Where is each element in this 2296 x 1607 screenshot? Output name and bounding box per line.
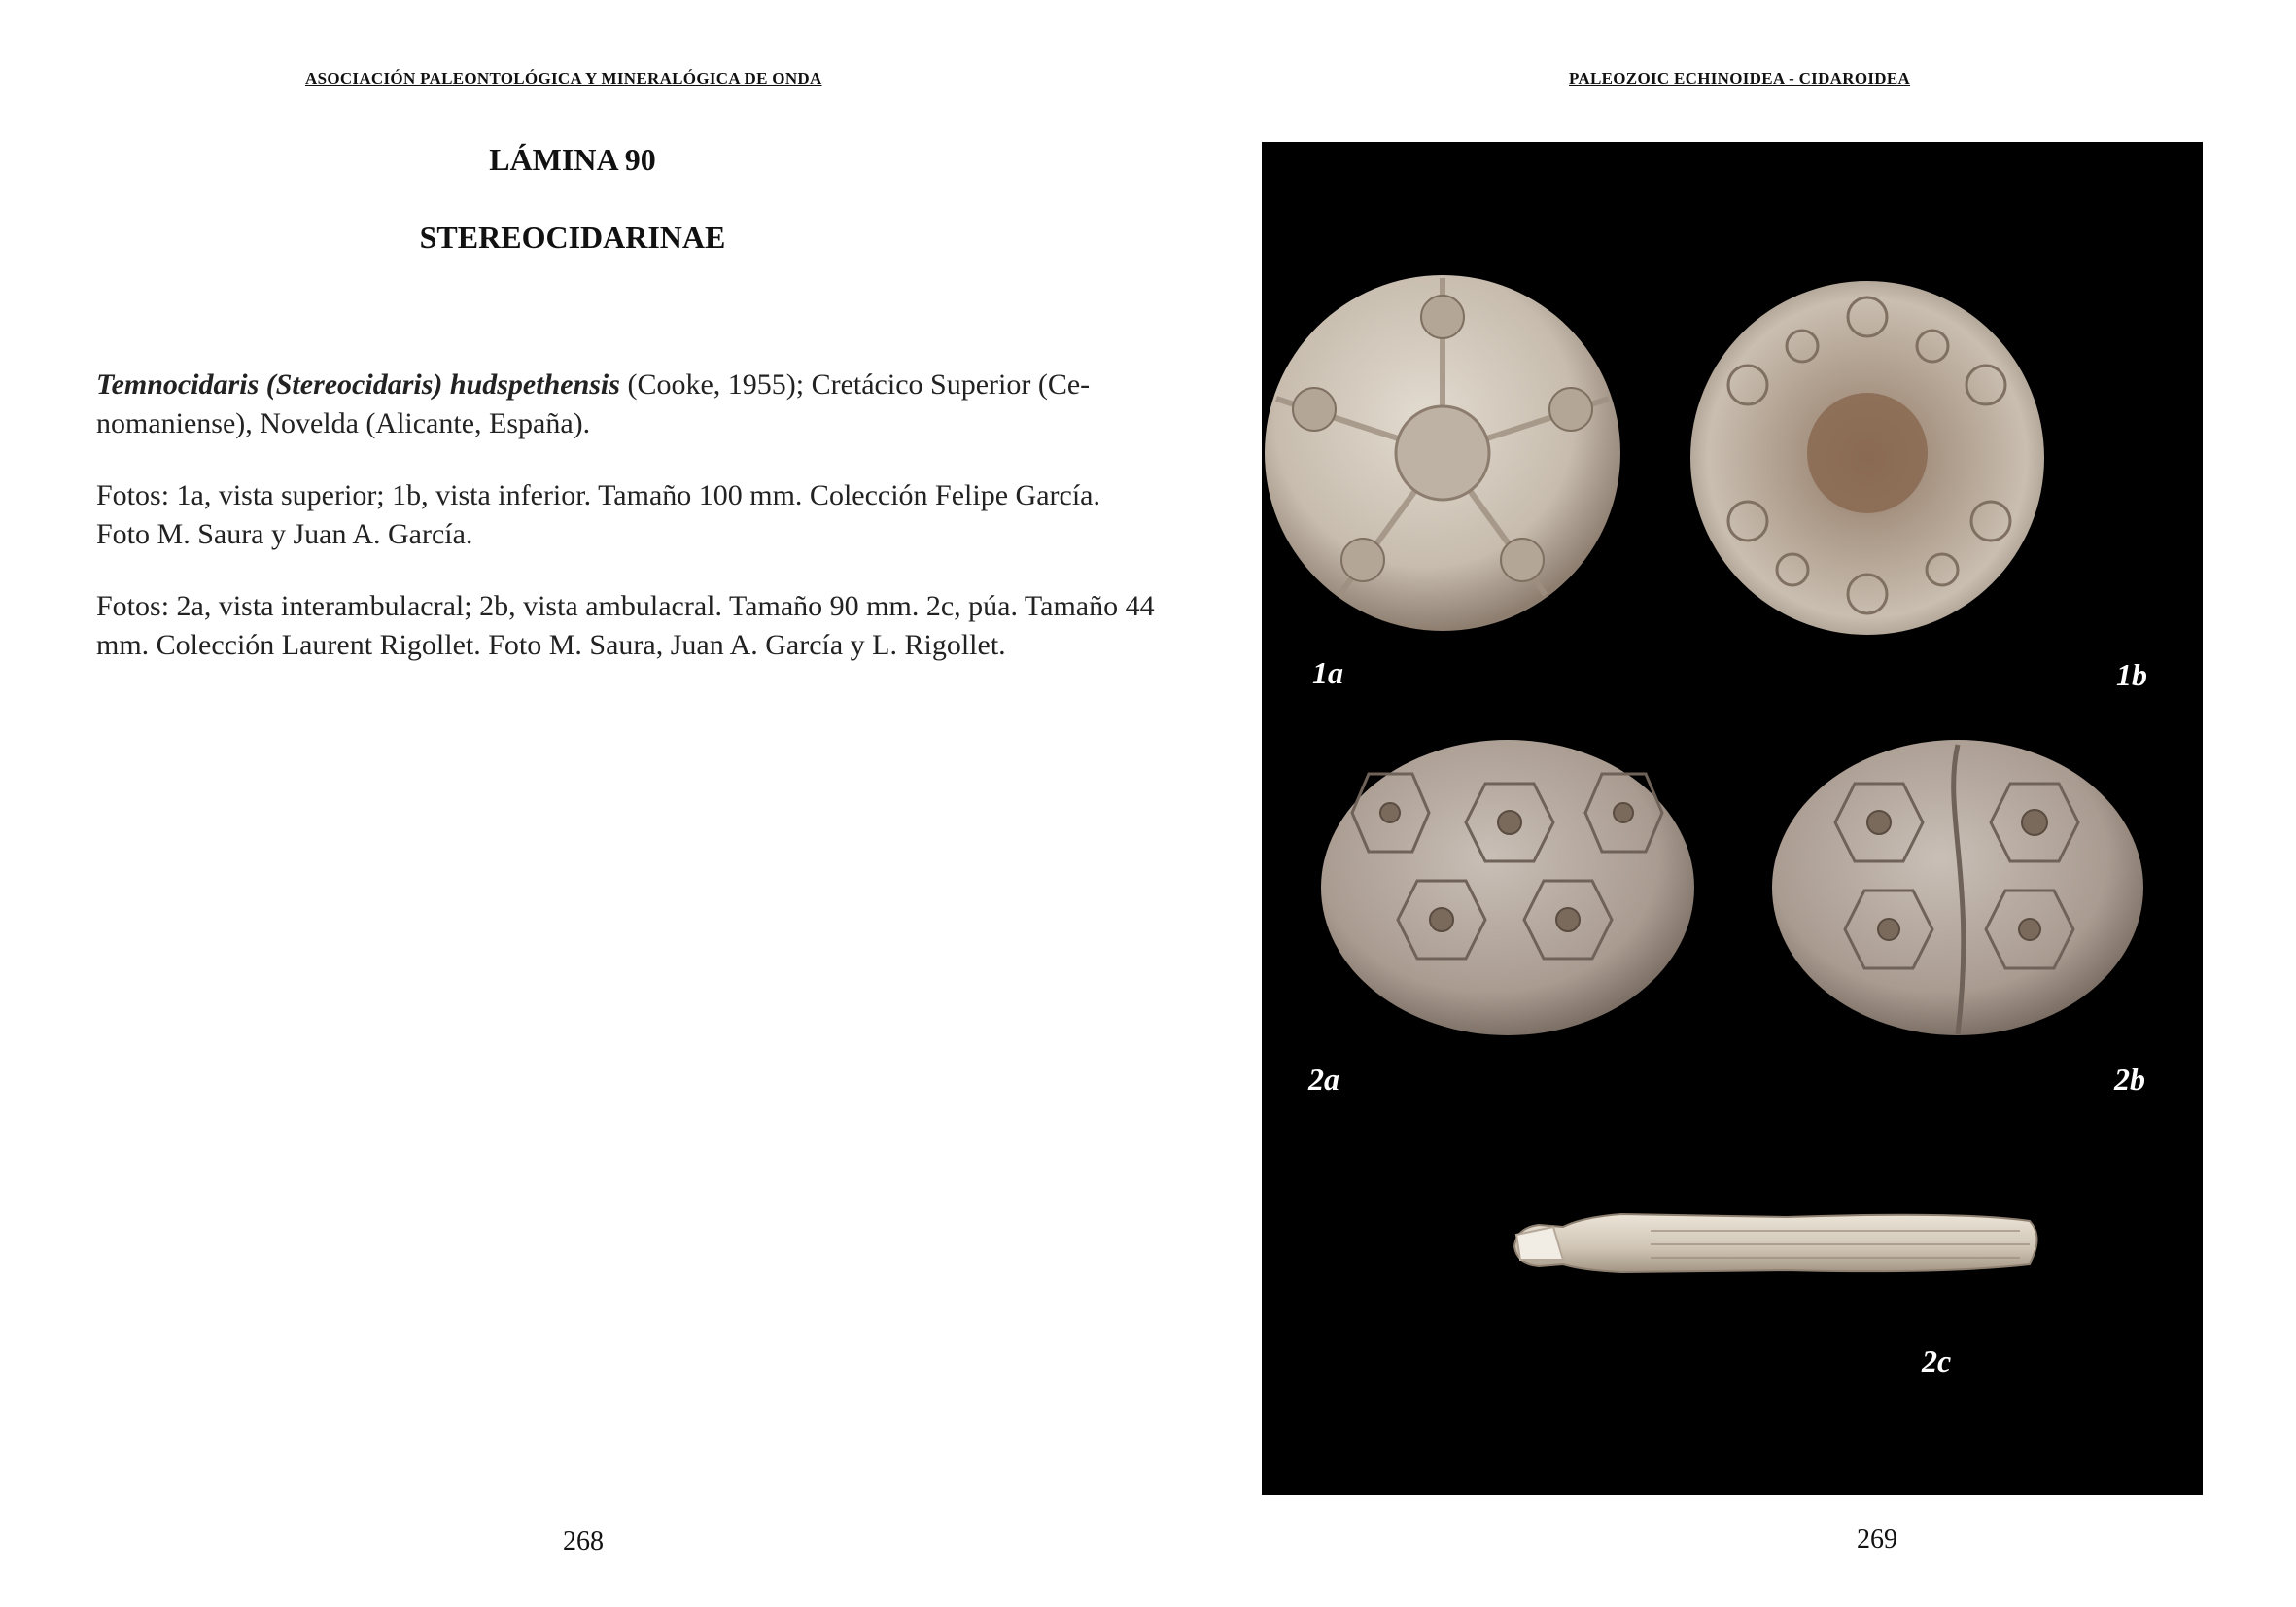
specimen-2c-image bbox=[1514, 1214, 2037, 1272]
species-paragraph bbox=[96, 366, 1158, 443]
running-head: PALEOZOIC ECHINOIDEA - CIDAROIDEA bbox=[1569, 69, 1911, 87]
photo-credits-2: Fotos: 2a, vista interambulacral; 2b, vista ambulacral. Tamaño 90 mm. 2c, púa. Tamaño 44 mm. Colección Laurent Rigollet. Foto M. Saura, Juan A. García y L. Rigollet. bbox=[96, 590, 1155, 661]
label-2a: 2a bbox=[1308, 1062, 1339, 1097]
label-2b: 2b bbox=[2114, 1062, 2145, 1097]
photo-credits-1: Fotos: 1a, vista superior; 1b, vista inferior. Tamaño 100 mm. Colección Felipe García. Foto M. Saura y Juan A. García. bbox=[96, 479, 1100, 550]
running-head: ASOCIACIÓN PALEONTOLÓGICA Y MINERALÓGICA DE ONDA bbox=[305, 69, 822, 87]
label-1b: 1b bbox=[2116, 657, 2147, 692]
specimen-1b-image bbox=[1690, 281, 2044, 635]
label-2c: 2c bbox=[1922, 1344, 1952, 1379]
specimen-2a-image bbox=[1321, 740, 1694, 1035]
species-info: (Cooke, 1955); Cretácico Superior (Cenomaniense), Novelda (Alicante, España). bbox=[96, 368, 1091, 439]
photo-plate bbox=[1262, 142, 2203, 1495]
label-1a: 1a bbox=[1312, 655, 1343, 690]
species-name: Temnocidaris (Stereocidaris) hudspethensis bbox=[96, 368, 620, 401]
plate-number: LÁMINA 90 bbox=[489, 142, 656, 177]
specimen-1a-image bbox=[1265, 275, 1620, 631]
page-number: 269 bbox=[1857, 1524, 1897, 1555]
specimen-2b-image bbox=[1772, 740, 2143, 1035]
plate-subtitle: STEREOCIDARINAE bbox=[419, 220, 726, 255]
page-number: 268 bbox=[563, 1526, 604, 1556]
right-page bbox=[1148, 0, 2296, 1607]
fossil-photos bbox=[1262, 142, 2203, 1495]
